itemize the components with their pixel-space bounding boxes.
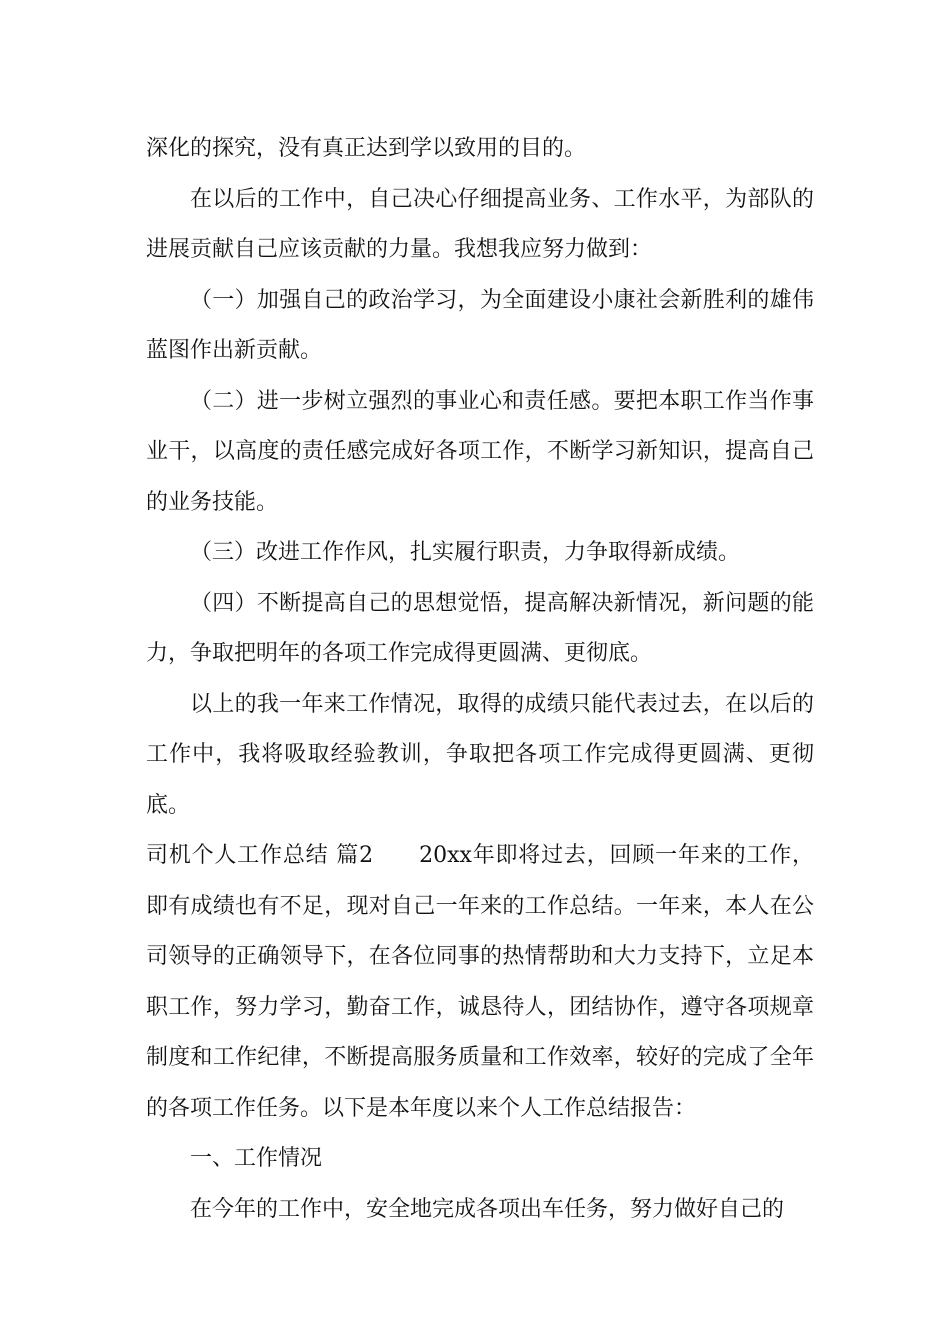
section-paragraph	[146, 831, 814, 1134]
section-intro: 20xx年即将过去，回顾一年来的工作，即有成绩也有不足，现对自己一年来的工作总结。一年来，本人在公司领导的正确领导下，在各位同事的热情帮助和大力支持下，立足本职工作，努力学习，勤奋工作，诚恳待人，团结协作，遵守各项规章制度和工作纪律，不断提高服务质量和工作效率，较好的完成了全年的各项工作任务。以下是本年度以来个人工作总结报告：	[146, 843, 815, 1121]
paragraph-5: （三）改进工作作风，扎实履行职责，力争取得新成绩。	[190, 540, 741, 565]
paragraph-1: 深化的探究，没有真正达到学以致用的目的。	[146, 136, 587, 161]
document-body	[146, 124, 814, 1235]
subheading: 一、工作情况	[190, 1146, 323, 1171]
paragraph-4: （二）进一步树立强烈的事业心和责任感。要把本职工作当作事业干，以高度的责任感完成好各项工作，不断学习新知识，提高自己的业务技能。	[146, 388, 814, 515]
paragraph-2: 在以后的工作中，自己决心仔细提高业务、工作水平，为部队的进展贡献自己应该贡献的力量。我想我应努力做到：	[146, 186, 814, 262]
paragraph-6: （四）不断提高自己的思想觉悟，提高解决新情况，新问题的能力，争取把明年的各项工作完成得更圆满、更彻底。	[146, 590, 814, 666]
section-heading: 司机个人工作总结 篇2	[146, 843, 374, 868]
paragraph-7: 以上的我一年来工作情况，取得的成绩只能代表过去，在以后的工作中，我将吸取经验教训，争取把各项工作完成得更圆满、更彻底。	[146, 691, 814, 818]
paragraph-3: （一）加强自己的政治学习，为全面建设小康社会新胜利的雄伟蓝图作出新贡献。	[146, 287, 814, 363]
last-paragraph: 在今年的工作中，安全地完成各项出车任务，努力做好自己的	[190, 1196, 785, 1222]
